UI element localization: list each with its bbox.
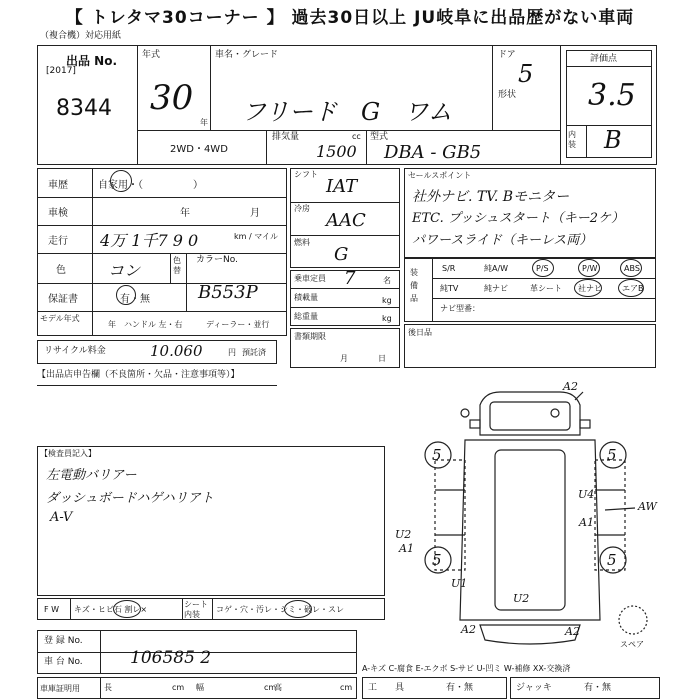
score-value: 3.5	[588, 78, 636, 113]
seat-items: コゲ・穴・汚レ・シミ・破レ・スレ	[216, 605, 344, 614]
year-value: 30	[150, 78, 194, 118]
car-outline	[425, 392, 647, 644]
mark-a2-top: A2	[563, 380, 578, 393]
mark-5-fl: 5	[432, 446, 442, 464]
seat-label: シート内装	[184, 600, 208, 619]
fw-circle	[113, 600, 141, 618]
cert-label: 車庫証明用	[40, 684, 80, 693]
inspector-label: 【検査員記入】	[40, 449, 96, 458]
cert-cm3: cm	[340, 683, 353, 692]
tools-label: 工 具	[368, 683, 405, 693]
registration-day-unit: 日	[378, 354, 386, 363]
subheader: （複合機）対応用紙	[40, 31, 122, 41]
shift-value: IAT	[326, 176, 358, 197]
name-label: 車名・グレード	[215, 50, 279, 60]
warranty-label: 保証書	[48, 294, 78, 305]
spare-label: スペア	[620, 640, 644, 649]
airbag-circle	[618, 279, 644, 297]
recycle-value: 10.060	[150, 342, 203, 360]
drive-label: 2WD・4WD	[170, 144, 228, 155]
inspection-month: 月	[250, 208, 260, 219]
year-label: 年式	[142, 50, 161, 60]
capacity-label: 乗車定員	[294, 274, 326, 283]
inspector-line-2: ダッシュボードハゲハリアト	[46, 491, 214, 506]
banner	[0, 0, 700, 30]
mark-a1-right: A1	[579, 516, 594, 529]
cert-cm1: cm	[172, 683, 185, 692]
lot-box	[42, 50, 132, 158]
doors-label: ドア	[498, 50, 516, 60]
equip-abs: ABS	[624, 264, 640, 273]
model-value: DBA - GB5	[384, 142, 482, 163]
fw-items: キズ・ヒビ石 割レ×	[74, 605, 148, 614]
score-label: 評価点	[590, 54, 618, 64]
mileage-value: 4万 1千7 9 0	[100, 231, 199, 250]
cert-long: 長	[104, 683, 112, 692]
registration-unit: 月	[340, 354, 348, 363]
inspection-label: 車検	[48, 208, 68, 219]
car-damage-diagram	[395, 380, 665, 660]
dealer-label: ディーラー・並行	[206, 320, 270, 329]
equip-aw: 純A/W	[484, 264, 509, 273]
warranty-options: 有・無	[120, 294, 150, 305]
later-box	[404, 324, 656, 368]
recycle-note: 預託済	[242, 348, 266, 357]
mileage-unit: km / マイル	[234, 232, 279, 241]
interior-label: 内装	[568, 130, 576, 149]
chassis-value: 106585 2	[130, 648, 212, 668]
history-label: 車歴	[48, 180, 68, 191]
cert-high: 高	[274, 683, 282, 692]
navi-circle	[574, 279, 602, 297]
mark-u4: U4	[578, 488, 595, 501]
history-circle	[110, 170, 132, 192]
displacement-label: 排気量	[272, 132, 300, 142]
weight-label: 総重量	[294, 312, 318, 321]
weight-unit: kg	[382, 314, 392, 323]
capacity-unit: 名	[383, 276, 391, 285]
inspector-line-3: A-V	[50, 510, 73, 525]
equip-airbag: エアB	[622, 284, 644, 293]
shape-label: 形状	[498, 90, 517, 100]
reg-label: 登 録 No.	[44, 636, 83, 646]
recycle-unit: 円	[228, 348, 236, 357]
ps-circle	[532, 259, 554, 277]
displacement-unit: cc	[352, 132, 361, 141]
fuel-value: G	[334, 244, 349, 265]
color-change: 色替	[173, 256, 181, 275]
mileage-label: 走行	[48, 236, 68, 247]
lot-label: 出品 No.	[66, 54, 118, 68]
mark-a1-left: A1	[399, 542, 414, 555]
fw-label: F W	[44, 605, 60, 614]
seller-note-label: 【出品店申告欄（不良箇所・欠品・注意事項等）】	[37, 370, 240, 380]
ac-label: 冷房	[294, 204, 310, 213]
lot-year-code: [2017]	[46, 66, 76, 76]
fuel-label: 燃料	[294, 238, 310, 247]
cert-cm2: cm	[264, 683, 277, 692]
model-year-label: モデル年式	[40, 314, 80, 323]
doors-value: 5	[518, 60, 534, 88]
registration-label: 書類期限	[294, 332, 326, 341]
sales-line-3: パワースライド（キーレス両）	[412, 233, 593, 248]
inspection-year: 年	[180, 208, 190, 219]
equipment-label: 装備品	[410, 268, 418, 303]
later-label: 後日品	[408, 328, 432, 337]
equip-aftermarket-navi: 社ナビ	[578, 284, 602, 293]
legend: A-キズ C-腐食 E-エクボ S-サビ U-凹ミ W-補修 XX-交換済	[362, 664, 571, 673]
color-value: コン	[108, 261, 141, 280]
sales-line-2: ETC. プッシュスタート（キー2ケ）	[412, 211, 625, 226]
tools-options: 有・無	[446, 683, 474, 693]
color-no-label: カラーNo.	[196, 255, 238, 265]
equip-sr: S/R	[442, 264, 456, 273]
load-label: 積載量	[294, 293, 318, 302]
mark-u1: U1	[451, 577, 468, 590]
mark-a2-rear-right: A2	[565, 625, 580, 638]
equip-ps: P/S	[536, 264, 549, 273]
sales-line-1: 社外ナビ. TV. Bモニター	[412, 189, 570, 205]
color-label: 色	[56, 265, 66, 276]
interior-value: B	[604, 126, 622, 154]
seat-circle	[284, 600, 312, 618]
lot-number: 8344	[56, 96, 112, 121]
mark-aw: AW	[638, 500, 657, 513]
mark-u2-left: U2	[395, 528, 412, 541]
mark-u2-rear: U2	[513, 592, 530, 605]
model-year-unit: 年	[108, 320, 116, 329]
color-no-value: B553P	[198, 282, 258, 303]
mark-5-rl: 5	[432, 551, 442, 569]
car-name: フリード G ワム	[242, 98, 452, 126]
ac-value: AAC	[326, 210, 366, 231]
capacity-value: 7	[344, 268, 356, 289]
equip-pw: P/W	[582, 264, 598, 273]
inspector-line-1: 左電動バリアー	[46, 468, 137, 483]
history-options: 自家用・（ ）	[98, 180, 203, 191]
recycle-label: リサイクル料金	[44, 346, 106, 356]
load-unit: kg	[382, 296, 392, 305]
pw-circle	[578, 259, 600, 277]
jack-options: 有・無	[584, 683, 612, 693]
handle-label: ハンドル 左・右	[124, 320, 183, 329]
equip-leather: 革シート	[530, 284, 562, 293]
mark-5-rr: 5	[607, 551, 617, 569]
year-unit: 年	[200, 118, 208, 127]
shift-label: シフト	[294, 170, 318, 179]
mark-5-fr: 5	[607, 446, 617, 464]
warranty-circle	[116, 285, 136, 305]
jack-label: ジャッキ	[516, 683, 552, 693]
navi-model-label: ナビ型番：	[440, 304, 480, 313]
chassis-label: 車 台 No.	[44, 657, 83, 667]
displacement-value: 1500	[316, 142, 357, 161]
mark-a2-rear-left: A2	[461, 623, 476, 636]
sales-points-label: セールスポイント	[408, 171, 472, 180]
equip-tv: 純TV	[440, 284, 459, 293]
cert-wide: 幅	[196, 683, 204, 692]
abs-circle	[620, 259, 642, 277]
model-label: 型式	[370, 132, 389, 142]
equip-navi: 純ナビ	[484, 284, 508, 293]
banner-text: 【 トレタマ30コーナー 】 過去30日以上 JU岐阜に出品歴がない車両	[65, 7, 635, 28]
